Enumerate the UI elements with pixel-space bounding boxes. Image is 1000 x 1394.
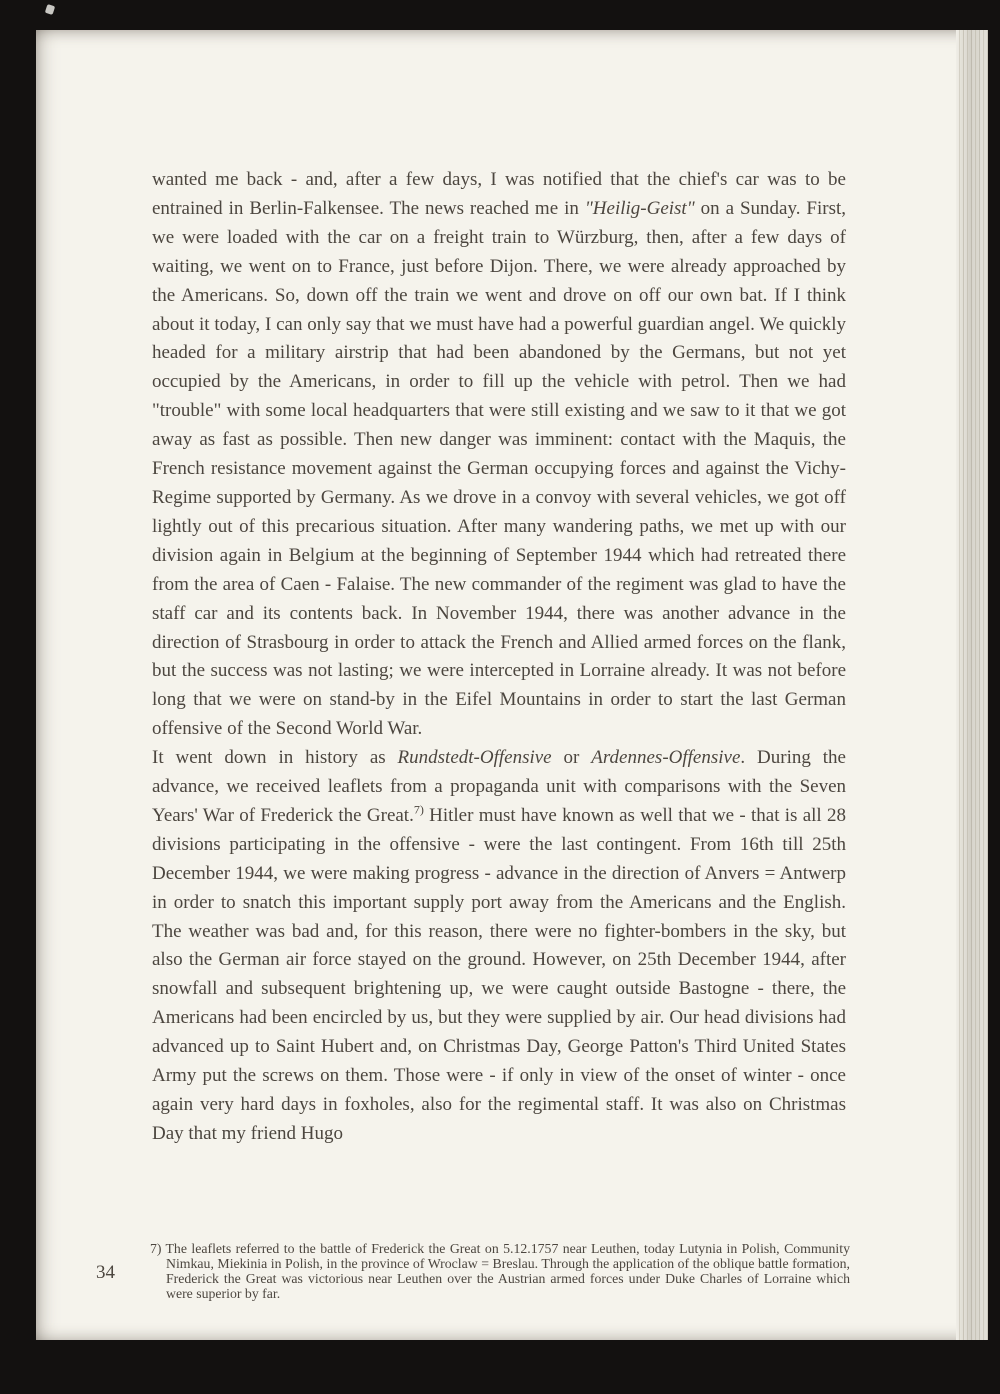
page-edge [956,30,988,1340]
text-run: Hitler must have known as well that we - that is all 28 divisions participating in the offensive - were the last contingent. From 16th till 25th December 1944, we were making progress - advance in the direction of Anvers = Antwerp in order to snatch this important supply port away from the Americans and the English. The weather was bad and, for this reason, there were no fighter-bombers in the sky, but also the German air force stayed on the ground. However, on 25th December 1944, after snowfall and subsequent brightening up, we were caught outside Bastogne - there, the Americans had been encircled by us, but they were supplied by air. Our head divisions had advanced up to Saint Hubert and, on Christmas Day, George Patton's Third United States Army put the screws on them. Those were - if only in view of the onset of winter - once again very hard days in foxholes, also for the regimental staff. It was also on Christmas Day that my friend Hugo [152,804,846,1144]
text-run: wanted me back - and, after a few days, I was notified that the chief's car was to be entrained in Berlin-Falkensee. The news reached me in [152,169,846,219]
text-run: It went down in history as [152,747,398,769]
footnote-text: The leaflets referred to the battle of Frederick the Great on 5.12.1757 near Leuthen, today Lutynia in Polish, Community Nimkau, Miekinia in Polish, in the province of Wroclaw = Breslau. Through the application of the oblique battle formation, Frederick the Great was victorious near Leuthen over the Austrian armed forces under Duke Charles of Lorraine which were superior by far. [165,1241,850,1301]
footnote [150,1242,850,1302]
emphasized-text: "Heilig-Geist" [584,197,695,219]
footnote-reference: 7) [413,802,424,817]
paragraph [152,166,846,744]
page-number: 34 [96,1262,115,1283]
page [36,30,988,1340]
emphasized-text: Ardennes-Offensive [591,747,741,769]
text-run: on a Sunday. First, we were loaded with the car on a freight train to Würzburg, then, after a few days of waiting, we went on to France, just before Dijon. There, we were already approached by the Americans. So, down off the train we went and drove on off our own bat. If I think about it today, I can only say that we must have had a powerful guardian angel. We quickly headed for a military airstrip that had been abandoned by the Germans, but not yet occupied by the Americans, in order to fill up the vehicle with petrol. Then we had "trouble" with some local headquarters that were still existing and we saw to it that we got away as fast as possible. Then new danger was imminent: contact with the Maquis, the French resistance movement against the German occupying forces and against the Vichy-Regime supported by Germany. As we drove in a convoy with several vehicles, we got off lightly out of this precarious situation. After many wandering paths, we met up with our division again in Belgium at the beginning of September 1944 which had retreated there from the area of Caen - Falaise. The new commander of the regiment was glad to have the staff car and its contents back. In November 1944, there was another advance in the direction of Strasbourg in order to attack the French and Allied armed forces on the flank, but the success was not lasting; we were intercepted in Lorraine already. It was not before long that we were on stand-by in the Eifel Mountains in order to start the last German offensive of the Second World War. [152,197,846,740]
body-text [152,166,846,1149]
emphasized-text: Rundstedt-Offensive [397,747,552,769]
footnote-marker: 7) [150,1241,162,1256]
text-run: . During the advance, we received leaflets from a propaganda unit with comparisons with the Seven Years' War of Frederick the Great. [152,747,846,826]
scan-artifact [45,4,55,15]
paragraph [152,744,846,1149]
text-run: or [551,747,592,769]
